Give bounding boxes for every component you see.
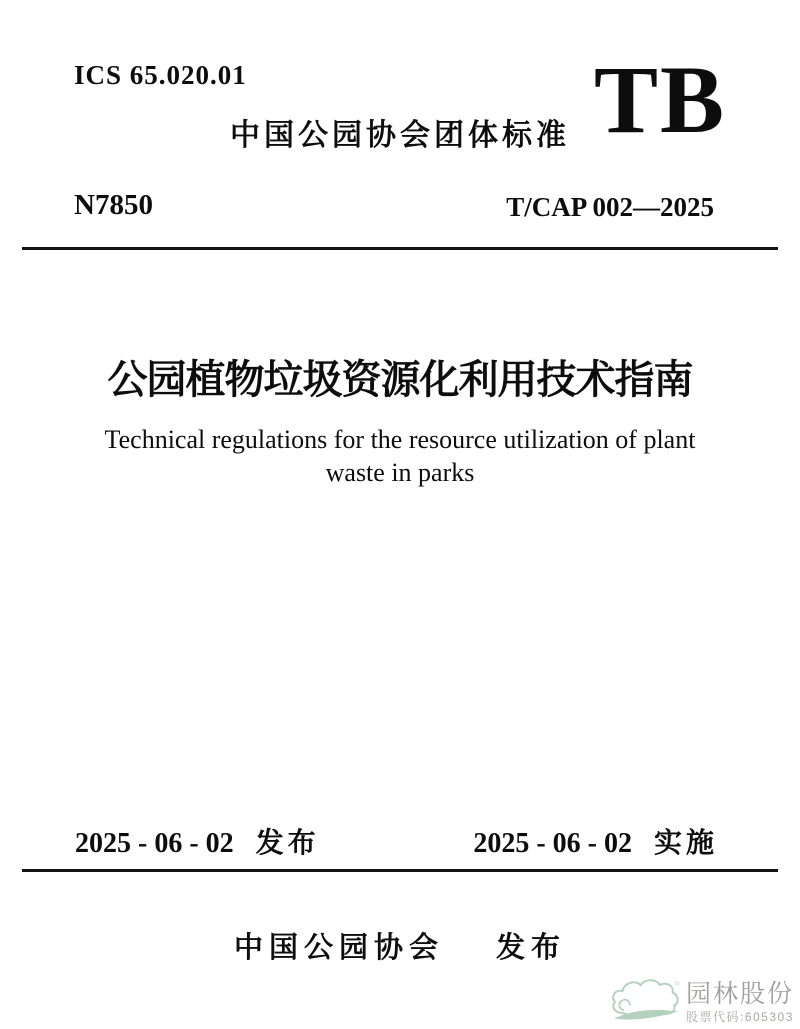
document-title-en-line2: waste in parks — [325, 458, 475, 487]
standard-mark-tb: TB — [594, 46, 727, 153]
document-title-en-line1: Technical regulations for the resource utilization of plant — [104, 425, 696, 454]
company-cloud-logo-icon — [608, 977, 684, 1025]
document-title-zh: 公园植物垃圾资源化利用技术指南 — [107, 357, 693, 402]
document-title-en — [0, 423, 800, 489]
issue-label: 发布 — [255, 827, 320, 858]
implement-label: 实施 — [653, 827, 718, 858]
watermark-stock-code: 股票代码:605303 — [686, 1010, 794, 1024]
publisher-name: 中国公园协会 — [233, 932, 444, 964]
issue-date: 2025 - 06 - 02 — [75, 828, 234, 859]
standard-number: T/CAP 002—2025 — [506, 192, 714, 222]
ics-code: ICS 65.020.01 — [74, 60, 247, 90]
leaf-swoosh — [614, 1010, 678, 1020]
implement-date: 2025 - 06 - 02 — [473, 828, 632, 859]
issue-date-row — [75, 821, 320, 861]
publisher-row — [0, 925, 800, 966]
cloud-swirl — [619, 1000, 630, 1010]
association-standard-label: 中国公园协会团体标准 — [230, 119, 570, 152]
record-number: N7850 — [74, 189, 153, 221]
publish-action-label: 发布 — [496, 932, 567, 964]
footer-rule — [22, 869, 778, 872]
watermark-company-name: 园林股份 — [686, 980, 795, 1008]
header-rule — [22, 247, 778, 250]
implement-date-row — [473, 821, 718, 861]
trademark-dot — [675, 982, 678, 985]
